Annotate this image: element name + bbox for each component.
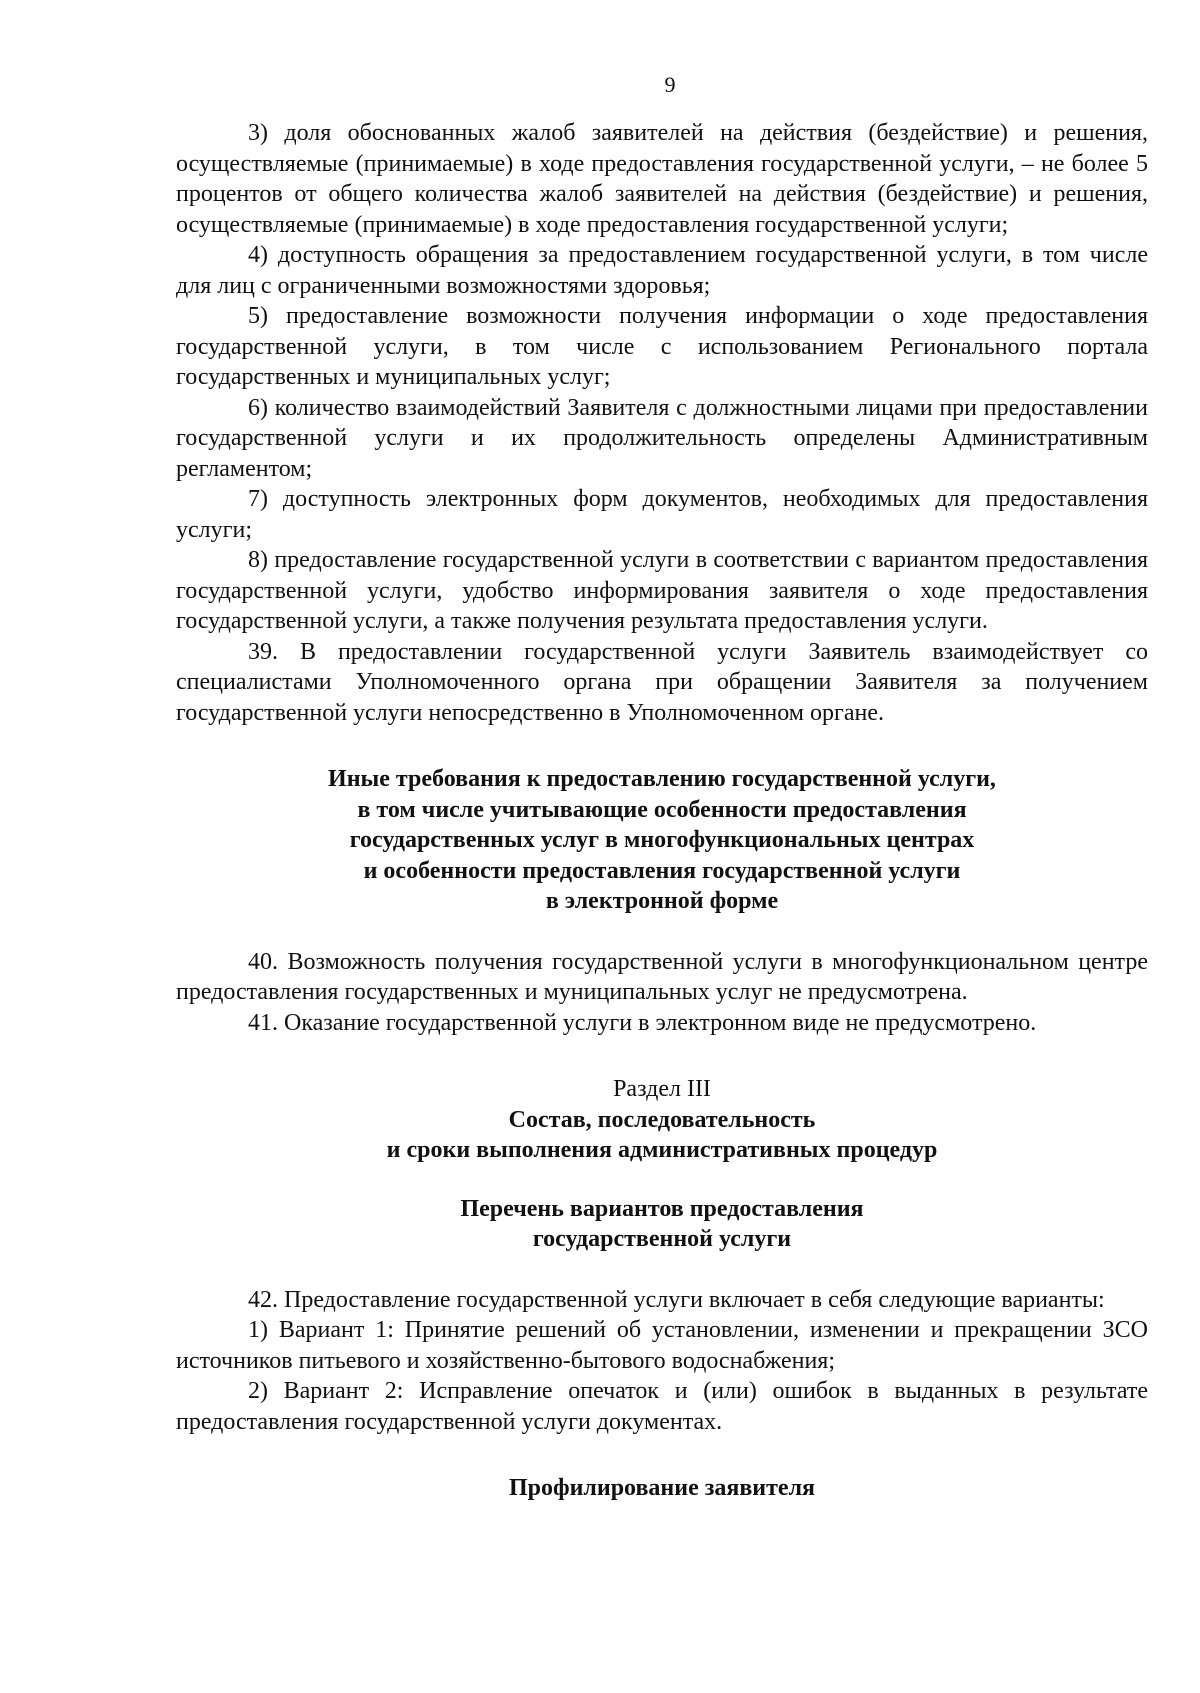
heading-line: Иные требования к предоставлению государственной услуги, <box>328 766 996 792</box>
heading-line: Перечень вариантов предоставления <box>460 1195 864 1222</box>
heading-line: и особенности предоставления государственной услуги <box>363 857 961 884</box>
section-heading <box>176 1074 1148 1166</box>
section-title-line: и сроки выполнения административных процедур <box>386 1137 938 1163</box>
document-body <box>176 118 1148 1504</box>
heading-line: в том числе учитывающие особенности предоставления <box>357 796 967 823</box>
heading-variants <box>176 1194 1148 1255</box>
heading-other-requirements <box>176 764 1148 917</box>
paragraph-8: 8) предоставление государственной услуги в соответствии с вариантом предоставления государственной услуги, удобство информирования заявителя о ходе предоставления государственной услуги, а также получения результата предоставления услуги. <box>176 547 1148 634</box>
paragraph-4: 4) доступность обращения за предоставлением государственной услуги, в том числе для лиц с ограниченными возможностями здоровья; <box>176 242 1148 299</box>
paragraph-40: 40. Возможность получения государственной услуги в многофункциональном центре предоставления государственных и муниципальных услуг не предусмотрена. <box>176 948 1148 1005</box>
paragraph-6: 6) количество взаимодействий Заявителя с должностными лицами при предоставлении государственной услуги и их продолжительность определены Административным регламентом; <box>176 394 1148 482</box>
paragraph-39: 39. В предоставлении государственной услуги Заявитель взаимодействует со специалистами Уполномоченного органа при обращении Заявителя за получением государственной услуги непосредственно в Уполномоченном органе. <box>176 638 1148 726</box>
variant-1: 1) Вариант 1: Принятие решений об установлении, изменении и прекращении ЗСО источников питьевого и хозяйственно-бытового водоснабжения; <box>176 1317 1148 1374</box>
heading-line: государственных услуг в многофункциональных центрах <box>349 827 975 853</box>
page-number: 9 <box>664 72 676 97</box>
heading-line: в электронной форме <box>545 888 779 914</box>
section-title-line: Состав, последовательность <box>508 1106 816 1133</box>
variant-2: 2) Вариант 2: Исправление опечаток и (или) ошибок в выданных в результате предоставления государственной услуги документах. <box>176 1378 1148 1435</box>
paragraph-5: 5) предоставление возможности получения информации о ходе предоставления государственной услуги, в том числе с использованием Регионального портала государственных и муниципальных услуг; <box>176 303 1148 390</box>
section-label: Раздел III <box>613 1076 711 1102</box>
paragraph-3: 3) доля обоснованных жалоб заявителей на действия (бездействие) и решения, осуществляемые (принимаемые) в ходе предоставления государственной услуги, – не более 5 процентов от общего количества жалоб заявителей на действия (бездействие) и решения, осуществляемые (принимаемые) в ходе предоставления государственной услуги; <box>176 120 1148 238</box>
heading-line: государственной услуги <box>532 1226 792 1252</box>
paragraph-41: 41. Оказание государственной услуги в электронном виде не предусмотрено. <box>248 1009 1037 1036</box>
paragraph-7: 7) доступность электронных форм документов, необходимых для предоставления услуги; <box>176 486 1148 543</box>
heading-profiling: Профилирование заявителя <box>508 1475 816 1501</box>
paragraph-42: 42. Предоставление государственной услуги включает в себя следующие варианты: <box>248 1286 1105 1313</box>
